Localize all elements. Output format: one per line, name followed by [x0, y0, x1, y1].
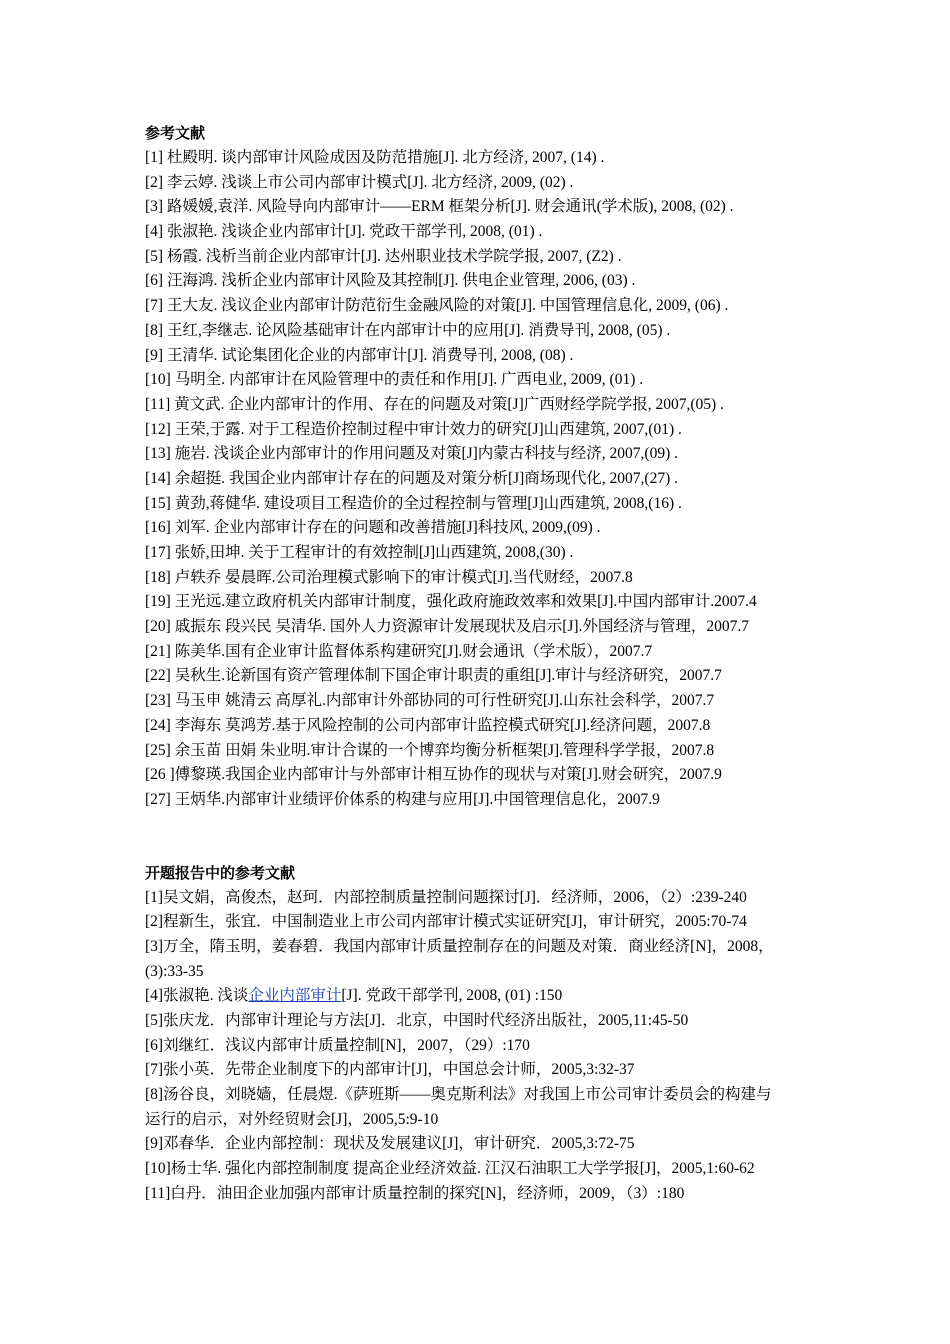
reference-prefix: [4]张淑艳. 浅谈	[145, 987, 249, 1005]
reference-item: [13] 施岩. 浅谈企业内部审计的作用问题及对策[J]内蒙古科技与经济, 2007,(09) .	[145, 445, 679, 463]
reference-item: [25] 余玉苗 田娟 朱业明.审计合谋的一个博弈均衡分析框架[J].管理科学学报，2007.8	[145, 741, 715, 759]
reference-item: [10] 马明全. 内部审计在风险管理中的责任和作用[J]. 广西电业, 2009, (01) .	[145, 371, 644, 389]
reference-item: [21] 陈美华.国有企业审计监督体系构建研究[J].财会通讯（学术版），2007.7	[145, 642, 653, 660]
reference-item: [26 ]傅黎瑛.我国企业内部审计与外部审计相互协作的现状与对策[J].财会研究，2007.9	[145, 766, 722, 784]
proposal-reference-item: [7]张小英．先带企业制度下的内部审计[J]，中国总会计师，2005,3:32-37	[145, 1061, 635, 1079]
proposal-reference-item: [11]白丹．油田企业加强内部审计质量控制的探究[N]，经济师，2009，（3）:180	[145, 1184, 685, 1202]
reference-item: [8] 王红,李继志. 论风险基础审计在内部审计中的应用[J]. 消费导刊, 2008, (05) .	[145, 321, 671, 339]
proposal-reference-item: [10]杨士华. 强化内部控制制度 提高企业经济效益. 江汉石油职工大学学报[J]，2005,1:60-62	[145, 1160, 755, 1178]
proposal-reference-item: [5]张庆龙．内部审计理论与方法[J]．北京，中国时代经济出版社，2005,11:45-50	[145, 1012, 689, 1029]
reference-item: [7] 王大友. 浅议企业内部审计防范衍生金融风险的对策[J]. 中国管理信息化, 2009, (06) .	[145, 297, 729, 315]
reference-item: [16] 刘军. 企业内部审计存在的问题和改善措施[J]科技风, 2009,(09) .	[145, 519, 601, 537]
reference-item: [14] 余超挺. 我国企业内部审计存在的问题及对策分析[J]商场现代化, 2007,(27) .	[145, 469, 679, 487]
references-list	[145, 146, 825, 813]
proposal-reference-item: [2]程新生，张宜．中国制造业上市公司内部审计模式实证研究[J]，审计研究，2005:70-74	[145, 913, 747, 931]
reference-item: [1] 杜殿明. 谈内部审计风险成因及防范措施[J]. 北方经济, 2007, (14) .	[145, 149, 605, 166]
reference-item: [23] 马玉申 姚清云 高厚礼.内部审计外部协同的可行性研究[J].山东社会科学，2007.7	[145, 692, 715, 710]
reference-item: [17] 张娇,田坤. 关于工程审计的有效控制[J]山西建筑, 2008,(30) .	[145, 544, 574, 561]
document-page	[145, 121, 825, 1207]
reference-item: [15] 黄劲,蒋健华. 建设项目工程造价的全过程控制与管理[J]山西建筑, 2008,(16) .	[145, 494, 682, 512]
reference-suffix: [J]. 党政干部学刊, 2008, (01) :150	[341, 987, 563, 1005]
reference-item: [18] 卢轶乔 晏晨晖.公司治理模式影响下的审计模式[J].当代财经，2007.8	[145, 568, 633, 586]
reference-item: [24] 李海东 莫鸿芳.基于风险控制的公司内部审计监控模式研究[J].经济问题，2007.8	[145, 716, 711, 734]
reference-item: [3] 路媛媛,袁洋. 风险导向内部审计——ERM 框架分析[J]. 财会通讯(学术版), 2008, (02) .	[145, 198, 734, 216]
reference-item: [20] 戚振东 段兴民 吴清华. 国外人力资源审计发展现状及启示[J].外国经济与管理，2007.7	[145, 618, 750, 636]
reference-item: [9] 王清华. 试论集团化企业的内部审计[J]. 消费导刊, 2008, (08) .	[145, 346, 574, 364]
proposal-reference-item: [6]刘继红．浅议内部审计质量控制[N]，2007，（29）:170	[145, 1036, 530, 1054]
reference-item: [12] 王荣,于露. 对于工程造价控制过程中审计效力的研究[J]山西建筑, 2007,(01) .	[145, 420, 682, 438]
reference-item: [6] 汪海鸿. 浅析企业内部审计风险及其控制[J]. 供电企业管理, 2006, (03) .	[145, 272, 636, 290]
proposal-reference-item	[145, 984, 825, 1009]
proposal-reference-item-continued: 运行的启示，对外经贸财会[J]，2005,5:9-10	[145, 1110, 439, 1128]
proposal-reference-item: [8]汤谷良，刘晓嫱，任晨煜.《萨班斯——奥克斯利法》对我国上市公司审计委员会的构建与	[145, 1086, 772, 1104]
references-heading: 参考文献	[145, 124, 206, 142]
section-spacer	[145, 813, 825, 861]
reference-hyperlink[interactable]: 企业内部审计	[248, 987, 342, 1005]
reference-item: [11] 黄文武. 企业内部审计的作用、存在的问题及对策[J]广西财经学院学报, 2007,(05) .	[145, 395, 724, 413]
reference-item: [22] 吴秋生.论新国有资产管理体制下国企审计职责的重组[J].审计与经济研究，2007.7	[145, 667, 722, 685]
reference-item: [4] 张淑艳. 浅谈企业内部审计[J]. 党政干部学刊, 2008, (01) .	[145, 223, 543, 241]
reference-item: [5] 杨霞. 浅析当前企业内部审计[J]. 达州职业技术学院学报, 2007, (Z2) .	[145, 247, 622, 265]
proposal-reference-item: [9]邓春华．企业内部控制：现状及发展建议[J]，审计研究．2005,3:72-75	[145, 1135, 635, 1153]
proposal-reference-item-continued: (3):33-35	[145, 962, 204, 980]
proposal-reference-item: [1]吴文娟，高俊杰，赵珂．内部控制质量控制问题探讨[J]．经济师，2006，（2）:239-240	[145, 888, 747, 906]
proposal-reference-item: [3]万全，隋玉明，姜春碧．我国内部审计质量控制存在的问题及对策．商业经济[N]，2008，	[145, 937, 774, 955]
reference-item: [2] 李云婷. 浅谈上市公司内部审计模式[J]. 北方经济, 2009, (02) .	[145, 173, 574, 191]
reference-item: [19] 王光远.建立政府机关内部审计制度，强化政府施政效率和效果[J].中国内部审计.2007.4	[145, 593, 757, 611]
proposal-references-heading: 开题报告中的参考文献	[145, 863, 296, 882]
proposal-references-list	[145, 886, 825, 1207]
reference-item: [27] 王炳华.内部审计业绩评价体系的构建与应用[J].中国管理信息化，2007.9	[145, 790, 660, 808]
